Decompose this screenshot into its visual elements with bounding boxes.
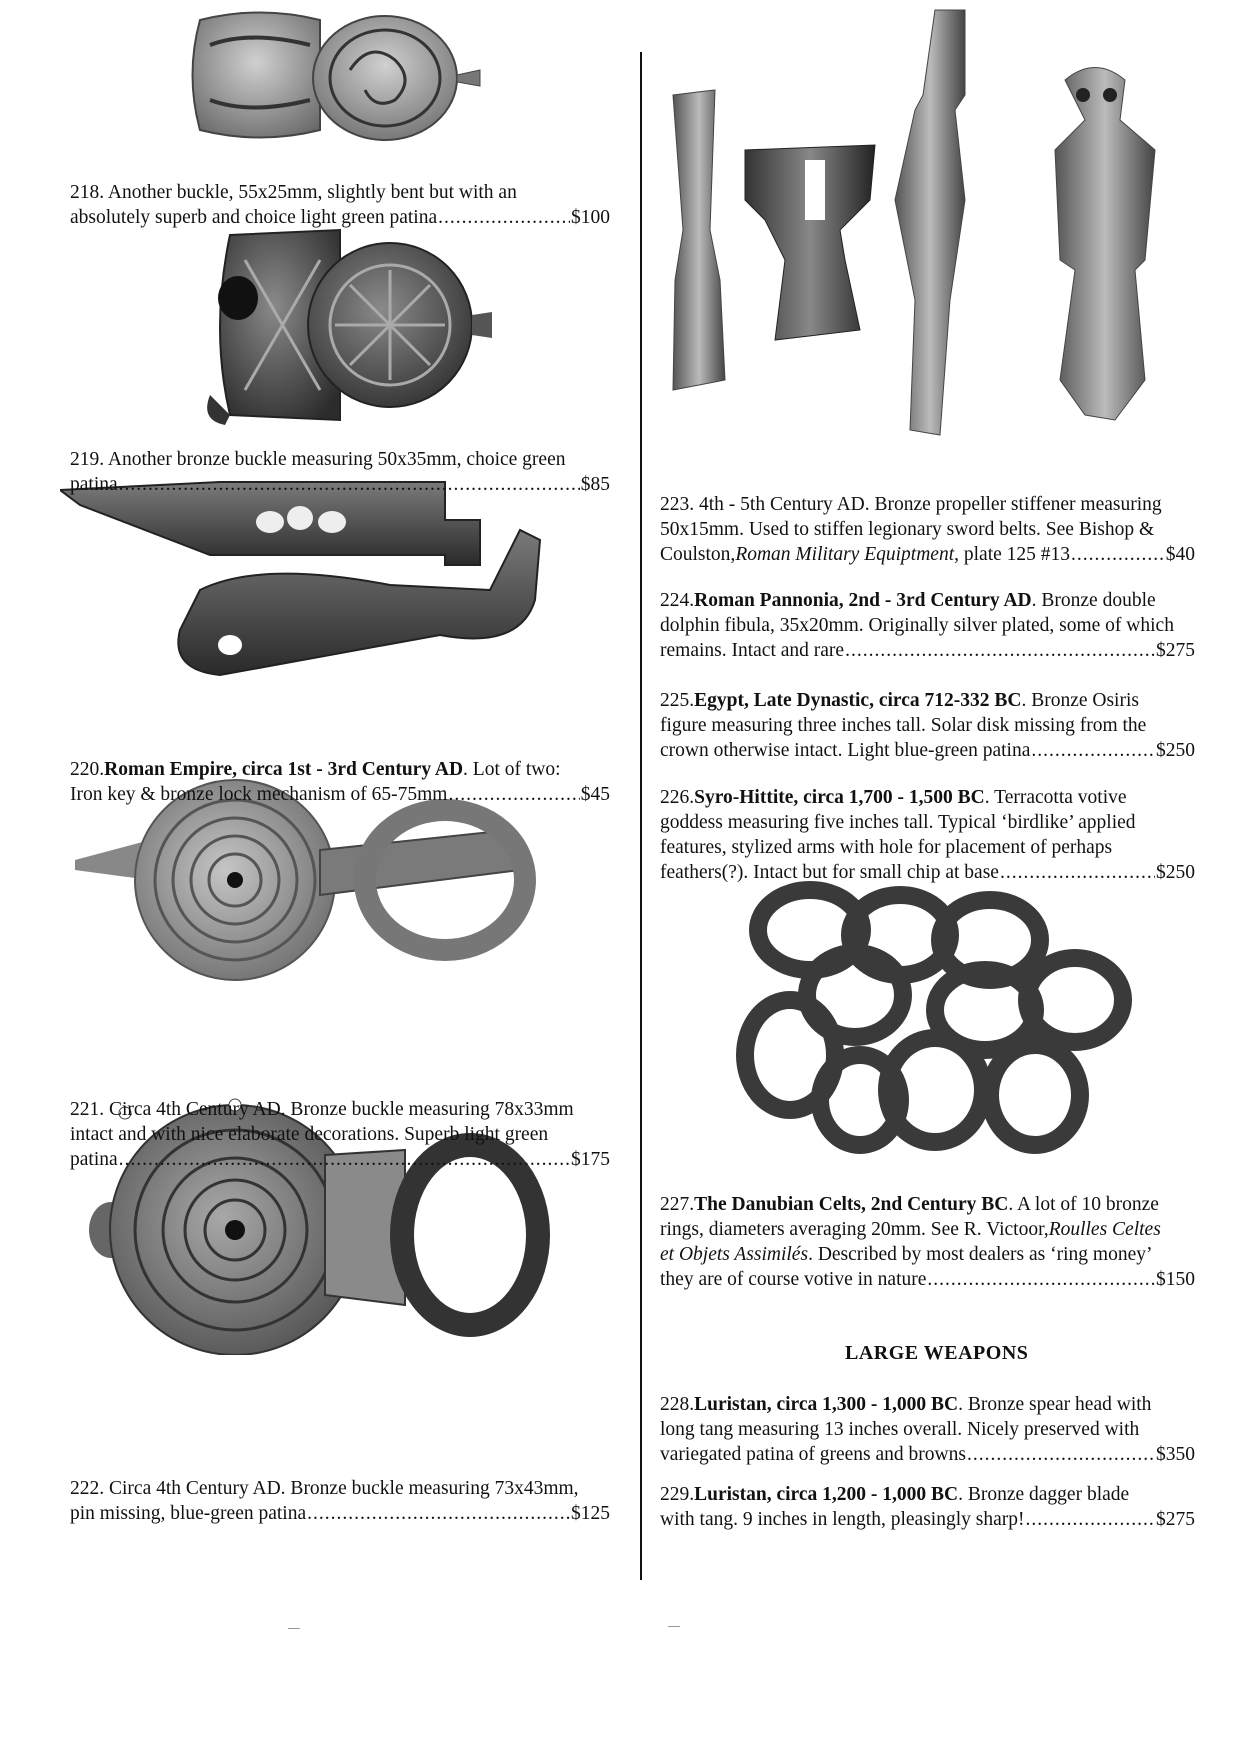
entry-228-line3: variegated patina of greens and browns xyxy=(660,1444,966,1465)
entry-227-rest: . A lot of 10 bronze xyxy=(1008,1194,1159,1215)
entry-227 xyxy=(660,1192,1195,1292)
entry-225 xyxy=(660,688,1195,763)
entry-221 xyxy=(70,1097,610,1172)
section-heading-large-weapons: LARGE WEAPONS xyxy=(845,1342,1029,1364)
column-divider xyxy=(640,52,642,1580)
entry-224-title: Roman Pannonia, 2nd - 3rd Century AD xyxy=(694,590,1032,611)
entry-228-num: 228. xyxy=(660,1394,695,1415)
entry-225-title: Egypt, Late Dynastic, circa 712-332 BC xyxy=(694,690,1022,711)
entry-229 xyxy=(660,1482,1195,1532)
entry-228-line2: long tang measuring 13 inches overall. Nicely preserved with xyxy=(660,1419,1140,1440)
entry-220-price: $45 xyxy=(580,784,610,805)
entry-221-line3: patina xyxy=(70,1149,118,1170)
entry-219 xyxy=(70,447,610,497)
entry-223-book-title: Roman Military Equiptment xyxy=(735,544,955,565)
entry-218-price: $100 xyxy=(571,207,610,228)
photo-227-rings xyxy=(735,880,1135,1160)
entry-225-line3: crown otherwise intact. Light blue-green patina xyxy=(660,740,1031,761)
entry-227-line2: rings, diameters averaging 20mm. See R. Victoor, xyxy=(660,1219,1049,1240)
entry-219-line2: patina xyxy=(70,474,118,495)
entry-220-rest: . Lot of two: xyxy=(463,759,561,780)
entry-229-num: 229. xyxy=(660,1484,695,1505)
entry-221-line2: intact and with nice elaborate decorations. Superb light green xyxy=(70,1124,549,1145)
entry-221-price: $175 xyxy=(571,1149,610,1170)
entry-218 xyxy=(70,180,610,230)
entry-227-book-title-a: Roulles Celtes xyxy=(1048,1219,1161,1240)
entry-222 xyxy=(70,1476,610,1526)
entry-224-num: 224. xyxy=(660,590,695,611)
entry-219-line1: 219. Another bronze buckle measuring 50x35mm, choice green xyxy=(70,449,566,470)
entry-223-line3b: , plate 125 #13 xyxy=(954,544,1071,565)
entry-226-num: 226. xyxy=(660,787,695,808)
entry-227-price: $150 xyxy=(1156,1269,1195,1290)
entry-222-line1: 222. Circa 4th Century AD. Bronze buckle measuring 73x43mm, xyxy=(70,1478,579,1499)
photo-223-226-figures xyxy=(665,0,1220,440)
entry-228-rest: . Bronze spear head with xyxy=(958,1394,1152,1415)
entry-222-line2: pin missing, blue-green patina xyxy=(70,1503,307,1524)
entry-223-line1: 223. 4th - 5th Century AD. Bronze propeller stiffener measuring xyxy=(660,494,1162,515)
entry-227-title: The Danubian Celts, 2nd Century BC xyxy=(694,1194,1009,1215)
entry-229-title: Luristan, circa 1,200 - 1,000 BC xyxy=(694,1484,959,1505)
entry-223-price: $40 xyxy=(1165,544,1195,565)
entry-226-rest: . Terracotta votive xyxy=(984,787,1127,808)
entry-223 xyxy=(660,492,1195,567)
entry-228 xyxy=(660,1392,1195,1467)
entry-223-line2: 50x15mm. Used to stiffen legionary sword belts. See Bishop & xyxy=(660,519,1155,540)
entry-223-line3a: Coulston, xyxy=(660,544,736,565)
entry-225-line2: figure measuring three inches tall. Solar disk missing from the xyxy=(660,715,1147,736)
entry-224-rest: . Bronze double xyxy=(1031,590,1156,611)
entry-222-price: $125 xyxy=(571,1503,610,1524)
entry-218-line1: 218. Another buckle, 55x25mm, slightly bent but with an xyxy=(70,182,517,203)
entry-226-price: $250 xyxy=(1156,862,1195,883)
entry-219-price: $85 xyxy=(580,474,610,495)
scan-mark-left xyxy=(288,1628,300,1629)
entry-225-num: 225. xyxy=(660,690,695,711)
entry-229-rest: . Bronze dagger blade xyxy=(958,1484,1130,1505)
photo-220-key-and-lock xyxy=(60,470,610,680)
entry-226 xyxy=(660,785,1195,885)
entry-229-line2: with tang. 9 inches in length, pleasingly sharp! xyxy=(660,1509,1025,1530)
entry-227-num: 227. xyxy=(660,1194,695,1215)
entry-224-price: $275 xyxy=(1156,640,1195,661)
entry-218-line2: absolutely superb and choice light green patina xyxy=(70,207,438,228)
photo-219-buckle xyxy=(200,220,500,445)
entry-224-line3: remains. Intact and rare xyxy=(660,640,845,661)
entry-226-title: Syro-Hittite, circa 1,700 - 1,500 BC xyxy=(694,787,985,808)
entry-220-num: 220. xyxy=(70,759,105,780)
scan-mark-right xyxy=(668,1626,680,1627)
entry-227-line3: . Described by most dealers as ‘ring money’ xyxy=(808,1244,1153,1265)
entry-220-line2: Iron key & bronze lock mechanism of 65-75mm xyxy=(70,784,448,805)
entry-220 xyxy=(70,757,610,807)
entry-225-rest: . Bronze Osiris xyxy=(1021,690,1139,711)
photo-218-buckle xyxy=(180,0,530,150)
entry-221-line1: 221. Circa 4th Century AD. Bronze buckle measuring 78x33mm xyxy=(70,1099,574,1120)
entry-224-line2: dolphin fibula, 35x20mm. Originally silver plated, some of which xyxy=(660,615,1174,636)
entry-225-price: $250 xyxy=(1156,740,1195,761)
entry-226-line2: goddess measuring five inches tall. Typical ‘birdlike’ applied xyxy=(660,812,1136,833)
entry-228-title: Luristan, circa 1,300 - 1,000 BC xyxy=(694,1394,959,1415)
entry-228-price: $350 xyxy=(1156,1444,1195,1465)
entry-226-line3: features, stylized arms with hole for placement of perhaps xyxy=(660,837,1113,858)
entry-229-price: $275 xyxy=(1156,1509,1195,1530)
entry-227-line4: they are of course votive in nature xyxy=(660,1269,927,1290)
entry-224 xyxy=(660,588,1195,663)
entry-220-title: Roman Empire, circa 1st - 3rd Century AD xyxy=(104,759,464,780)
entry-226-line4: feathers(?). Intact but for small chip at base xyxy=(660,862,999,883)
entry-227-book-title-b: et Objets Assimilés xyxy=(660,1244,809,1265)
